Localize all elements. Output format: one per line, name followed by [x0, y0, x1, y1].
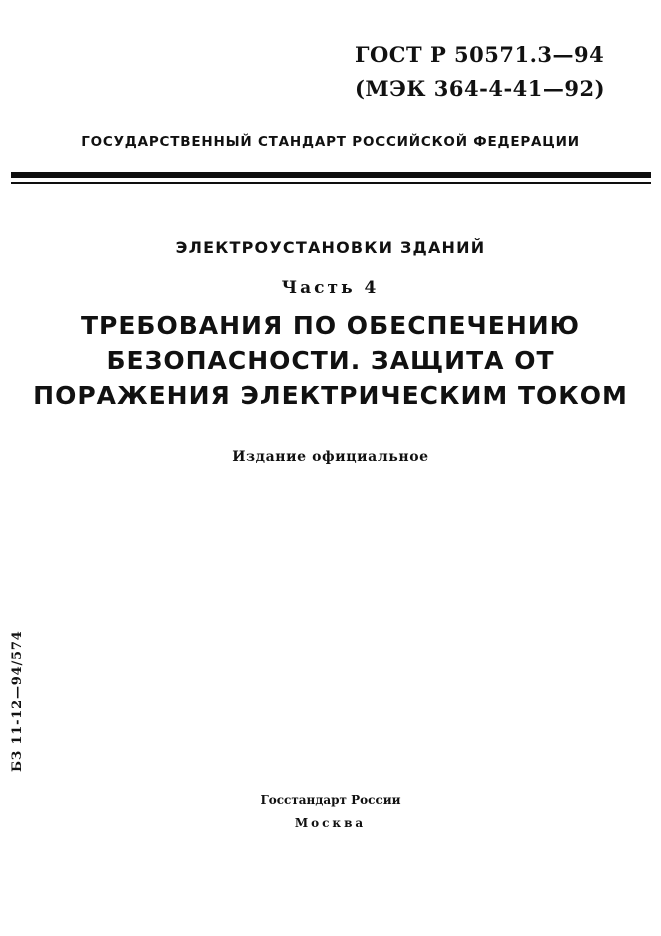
standard-designation — [355, 38, 605, 106]
gost-number: ГОСТ Р 50571.3—94 — [355, 42, 605, 67]
publisher: Госстандарт России — [260, 793, 401, 807]
main-title-line: ТРЕБОВАНИЯ ПО ОБЕСПЕЧЕНИЮ — [80, 311, 581, 340]
organization-heading: ГОСУДАРСТВЕННЫЙ СТАНДАРТ РОССИЙСКОЙ ФЕДЕРАЦИИ — [81, 134, 580, 150]
main-title-line: ПОРАЖЕНИЯ ЭЛЕКТРИЧЕСКИМ ТОКОМ — [33, 381, 628, 410]
thin-divider — [11, 182, 651, 184]
heavy-divider — [11, 172, 651, 178]
edition-note: Издание официальное — [232, 449, 429, 465]
iec-number: (МЭК 364-4-41—92) — [355, 76, 606, 101]
part-label: Часть 4 — [281, 278, 380, 298]
main-title — [0, 308, 661, 413]
vertical-catalog-code: БЗ 11-12—94/574 — [10, 630, 25, 772]
publication-city: Москва — [294, 816, 367, 830]
main-title-line: БЕЗОПАСНОСТИ. ЗАЩИТА ОТ — [106, 346, 555, 375]
series-title: ЭЛЕКТРОУСТАНОВКИ ЗДАНИЙ — [175, 238, 486, 257]
